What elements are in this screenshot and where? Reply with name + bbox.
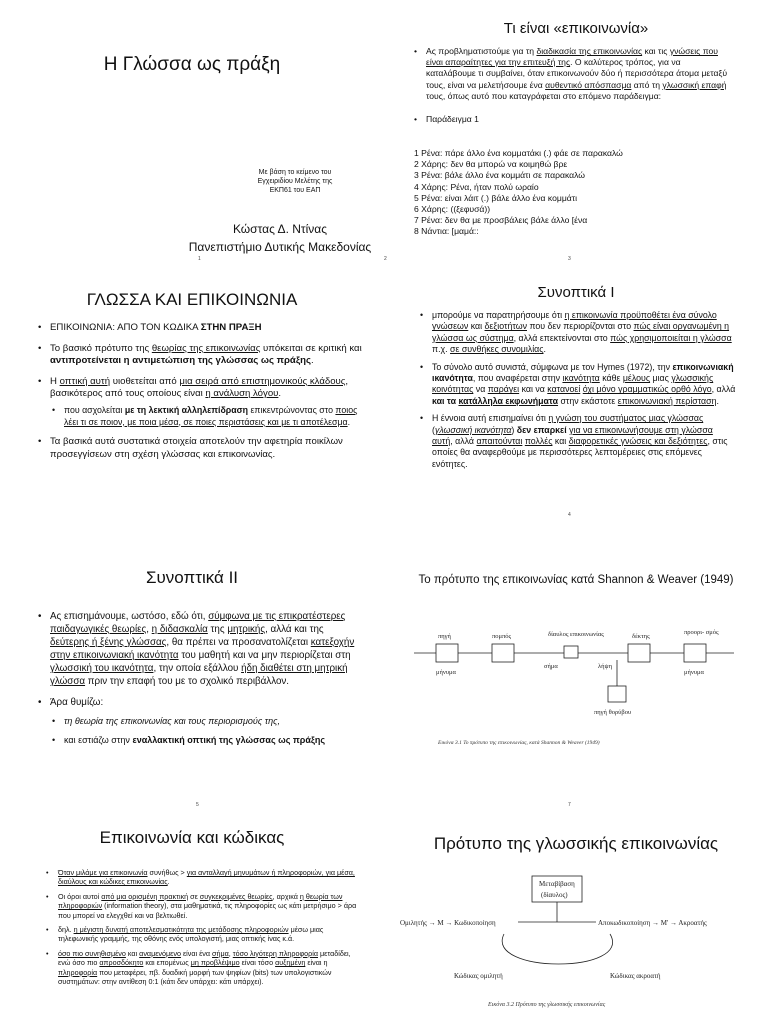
bullet-item: • Οι όροι αυτοί από μια ορισμένη πρακτική σε συγκεκριμένες θεωρίες, αρχικά η θεωρία των πληροφοριών (information theory), στα μαθηματικά, τις πληροφορίες ως κάτι μετρήσιμο > άρα που μπορεί να ελεγχθεί και να βελτιωθεί.	[46, 892, 362, 920]
page-number: 5	[196, 802, 199, 808]
transmitter-label: πομπός	[492, 633, 512, 640]
slide-linguistic-communication-model	[384, 768, 768, 1024]
slide-shannon-weaver	[384, 512, 768, 808]
page-number: 1	[198, 256, 201, 262]
author-affiliation: Πανεπιστήμιο Δυτικής Μακεδονίας	[188, 240, 372, 254]
slide-what-is-communication	[384, 0, 768, 262]
dialogue-line: 6 Χάρης: ((ξεφυσά))	[414, 204, 491, 215]
slide-title	[0, 0, 384, 262]
page-number: 3	[568, 256, 571, 262]
slide-heading: Επικοινωνία και κώδικας	[99, 828, 285, 847]
source-note-line: ΕΚΠ61 του ΕΑΠ	[269, 187, 321, 194]
sub-bullet-item: • και εστιάζω στην εναλλακτική οπτική της γλώσσας ως πράξης	[38, 734, 364, 747]
destination-box	[684, 644, 706, 662]
speaker-code-label: Κώδικας ομιλητή	[454, 972, 503, 980]
slide-heading: Συνοπτικά II	[145, 568, 239, 587]
slide-heading: ΓΛΩΣΣΑ ΚΑΙ ΕΠΙΚΟΙΝΩΝΙΑ	[86, 290, 298, 309]
bullet-item: • Το σύνολο αυτό συνιστά, σύμφωνα με τον Hymes (1972), την επικοινωνιακή ικανότητα, που αναφέρεται στην ικανότητα κάθε μέλους μιας γλωσσικής κοινότητας να παράγει και να κατανοεί όχι μόνο γραμματικώς ορθό λόγο, αλλά και τα κατάλληλα εκφωνήματα στην εκάστοτε επικοινωνιακή περίσταση.	[420, 362, 736, 408]
slide-heading: Πρότυπο της γλωσσικής επικοινωνίας	[433, 834, 719, 853]
slide-heading: Τι είναι «επικοινωνία»	[503, 20, 649, 37]
speaker-row-label: Ομιλητής → Μ → Κωδικοποίηση	[400, 919, 496, 927]
source-note-line: Με βάση το κείμενο του	[258, 169, 332, 176]
author-name: Κώστας Δ. Ντίνας	[232, 222, 328, 236]
channel-box	[564, 646, 578, 658]
slide-summary-2	[0, 512, 384, 808]
page-number: 7	[568, 802, 571, 808]
channel-label: (δίαυλος)	[541, 891, 568, 899]
dialogue-transcript	[414, 148, 734, 238]
bullet-item: • Η έννοια αυτή επισημαίνει ότι η γνώση του συστήματος μιας γλώσσας (γλωσσική ικανότητα) δεν επαρκεί για να επικοινωνήσουμε στη γλώσσα αυτή, αλλά απαιτούνται πολλές και διαφορετικές γνώσεις και δεξιότητες, στις οποίες θα αναφερθούμε με περισσότερες λεπτομέρειες στις επόμενες ενότητες.	[420, 413, 736, 470]
bullet-item: • Άρα θυμίζω:	[38, 696, 364, 709]
transmitter-box	[492, 644, 514, 662]
page-number: 4	[568, 512, 571, 518]
sub-bullet-item: • τη θεωρία της επικοινωνίας και τους περιορισμούς της,	[38, 715, 364, 728]
bullet-item: • Η οπτική αυτή υιοθετείται από μια σειρά από επιστημονικούς κλάδους, βασικότερος από τους οποίους είναι η ανάλυση λόγου.	[38, 376, 364, 401]
feedback-loop	[502, 934, 612, 964]
bullet-item: • Όταν μιλάμε για επικοινωνία συνήθως > για ανταλλαγή μηνυμάτων ή πληροφοριών, για μέσα, διαύλους και κώδικες επικοινωνίας.	[46, 868, 362, 887]
example-label: • Παράδειγμα 1	[414, 114, 729, 125]
slide-communication-and-code	[0, 768, 384, 1024]
signal-label: σήμα	[544, 663, 558, 670]
dialogue-line: 8 Νάντια: [μαμά::	[414, 226, 479, 237]
receiver-box	[628, 644, 650, 662]
source-note	[240, 168, 350, 195]
sub-bullet-item: • που ασχολείται με τη λεκτική αλληλεπίδραση επικεντρώνοντας στο ποιος λέει τι σε ποιον, με ποια μέσα, σε ποιες περιστάσεις και με τι αποτέλεσμα.	[38, 405, 364, 428]
bullet-item: • Ας επισημάνουμε, ωστόσο, εδώ ότι, σύμφωνα με τις επικρατέστερες παιδαγωγικές θεωρίες, η διδασκαλία της μητρικής, αλλά και της δεύτερης ή ξένης γλώσσας, θα πρέπει να προσανατολίζεται κατεξοχήν στην επικοινωνιακή ικανότητα του μαθητή και να μην περιορίζεται στη γλωσσική του ικανότητα, την οποία εξάλλου ήδη διαθέτει στη μητρική γλώσσα πριν την επαφή του με το σχολικό περιβάλλον.	[38, 610, 364, 688]
source-label: πηγή	[438, 633, 451, 640]
bullet-paragraph: • Ας προβληματιστούμε για τη διαδικασία της επικοινωνίας και τις γνώσεις που είναι απαραίτητες για την επιτευξή της. Ο καλύτερος τρόπος, για να καταλάβουμε τι συμβαίνει, όταν επικοινωνούν δύο ή περισσότερα άτομα μεταξύ τους, είναι να μελετήσουμε ένα αυθεντικό απόσπασμα από τη γλωσσική επαφή τους, όπως αυτό που καταγράφεται στο επόμενο παράδειγμα:	[414, 46, 729, 102]
receiver-label: δέκτης	[632, 633, 650, 640]
bullet-item: • Τα βασικά αυτά συστατικά στοιχεία αποτελούν την αφετηρία ποικίλων προσεγγίσεων στη σχέση γλώσσας και επικοινωνίας.	[38, 436, 364, 461]
slide-heading: Συνοπτικά I	[537, 284, 615, 301]
noise-source-label: πηγή θορύβου	[594, 709, 632, 716]
message-label-right: μήνυμα	[684, 669, 704, 676]
figure-caption: Εικόνα 3.1 Το πρότυπο της επικοινωνίας, κατά Shannon & Weaver (1949)	[438, 740, 600, 746]
bullet-item: • όσο πιο συνηθισμένο και αναμενόμενο είναι ένα σήμα, τόσο λιγότερη πληροφορία μεταδίδει, ενώ όσο πιο απροσδόκητο και επομένως μη προβλέψιμο είναι τόσο αυξημένη είναι η πληροφορία που μεταφέρει, πβ. δυαδική μορφή των ψηφίων (bits) των υπολογιστικών συστημάτων: στην αντίθεση 0:1 (κάτι δεν υπάρχει: κάτι υπάρχει).	[46, 949, 362, 987]
received-signal-label: λήψη	[598, 663, 612, 670]
bullet-item: • δηλ. η μέγιστη δυνατή αποτελεσματικότητα της μετάδοσης πληροφοριών μέσω μιας τηλεφωνικής γραμμής, της οθόνης ενός υπολογιστή, μιας οπτικής ίνας κ.ά.	[46, 925, 362, 944]
slide-heading: Το πρότυπο της επικοινωνίας κατά Shannon & Weaver (1949)	[418, 574, 734, 586]
linguistic-communication-diagram	[384, 864, 768, 1024]
dialogue-line: 1 Ρένα: πάρε άλλο ένα κομματάκι (.) φάε σε παρακαλώ	[414, 148, 623, 158]
channel-label: δίαυλος επικοινωνίας	[548, 631, 604, 638]
page-number: 2	[384, 256, 387, 262]
slide-title-heading: Η Γλώσσα ως πράξη	[103, 54, 281, 75]
bullet-item: • μπορούμε να παρατηρήσουμε ότι η επικοινωνία προϋποθέτει ένα σύνολο γνώσεων και δεξιοτήτων που δεν περιορίζονται στο πώς είναι οργανωμένη η γλώσσα ως σύστημα, αλλά επεκτείνονται στο πώς χρησιμοποιείται η γλώσσα π.χ. σε συνθήκες συνομιλίας.	[420, 310, 736, 356]
message-label-left: μήνυμα	[436, 669, 456, 676]
transmission-label: Μεταβίβαση	[539, 880, 575, 888]
slide-language-and-communication	[0, 256, 387, 512]
dialogue-line: 7 Ρένα: δεν θα με προσβάλεις βάλε άλλο [ένα	[414, 215, 588, 226]
bullet-item: • ΕΠΙΚΟΙΝΩΝΙΑ: ΑΠΟ ΤΟΝ ΚΩΔΙΚΑ ΣΤΗΝ ΠΡΑΞΗ	[38, 322, 364, 335]
bullet-item: • Το βασικό πρότυπο της θεωρίας της επικοινωνίας υπόκειται σε κριτική και αντιπροτείνεται η αντιμετώπιση της γλώσσας ως πράξης.	[38, 343, 364, 368]
shannon-weaver-diagram	[384, 608, 768, 748]
listener-row-label: Αποκωδικοποίηση → Μ' → Ακροατής	[598, 919, 707, 927]
dialogue-line: 3 Ρένα: βάλε άλλο ένα κομμάτι σε παρακαλώ	[414, 170, 586, 181]
dialogue-line: 4 Χάρης: Ρένα, ήταν πολύ ωραίο	[414, 181, 539, 192]
dialogue-line: 5 Ρένα: είναι λάιτ (.) βάλε άλλο ένα κομμάτι	[414, 192, 578, 203]
noise-source-box	[608, 686, 626, 702]
source-box	[436, 644, 458, 662]
dialogue-line: 2 Χάρης: δεν θα μπορώ να κοιμηθώ βρε	[414, 159, 568, 170]
destination-label: προορι- σμός	[684, 629, 719, 636]
listener-code-label: Κώδικας ακροατή	[610, 972, 661, 980]
source-note-line: Εγχειριδίου Μελέτης της	[257, 178, 333, 185]
slide-summary-1	[384, 256, 768, 518]
figure-caption: Εικόνα 3.2 Πρότυπο της γλωσσικής επικοινωνίας	[488, 1002, 606, 1008]
